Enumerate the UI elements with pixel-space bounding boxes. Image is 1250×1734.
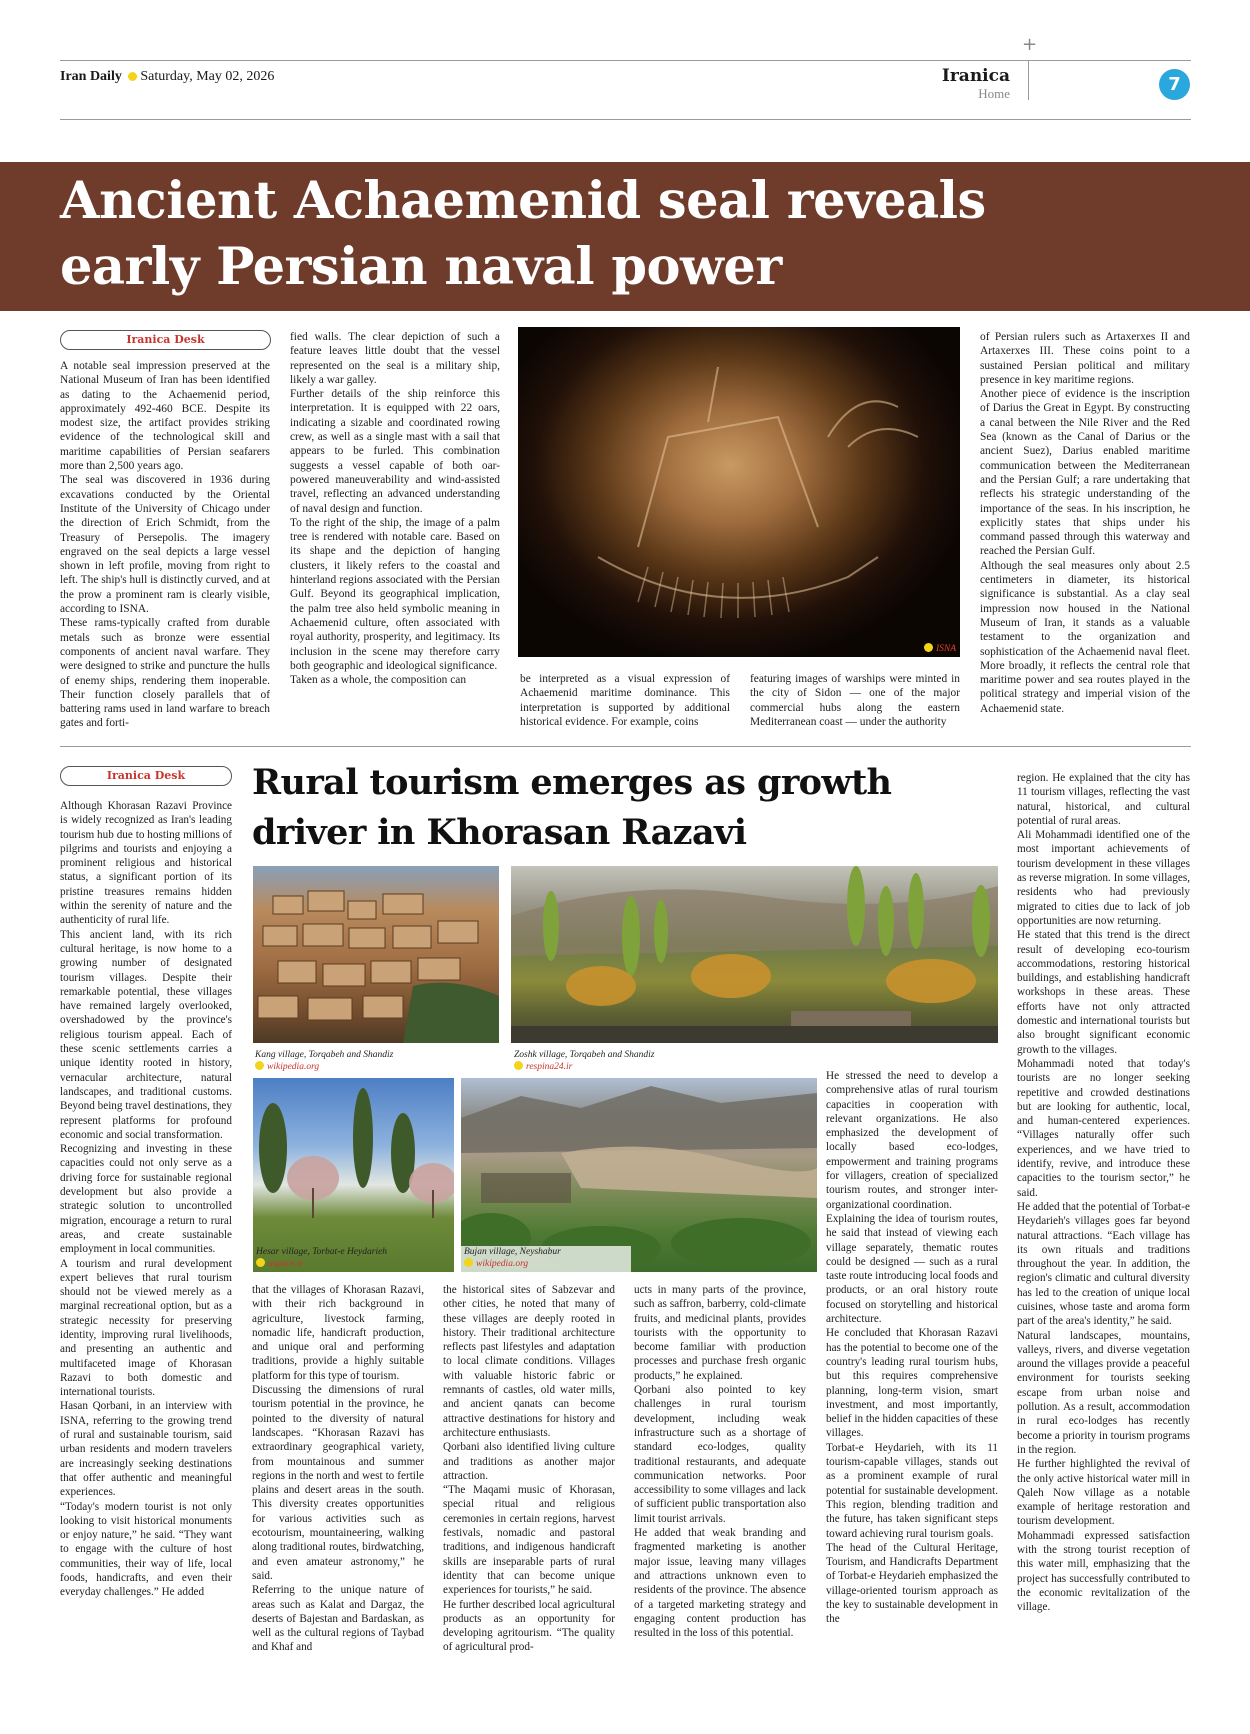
article1-title: Ancient Achaemenid seal reveals early Persian naval power: [60, 171, 986, 297]
paragraph: fied walls. The clear depiction of such a feature leaves little doubt that the vessel represented on the seal is a military ship, likely a war galley.: [290, 331, 500, 386]
paragraph: He stated that this trend is the direct result of developing eco-tourism accommodations, restoring historical buildings, and establishing handicraft workshops in these areas. These efforts have not only attracted domestic and international tourists but also brought significant economic growth to the villages.: [1017, 929, 1190, 1056]
paragraph: He added that the potential of Torbat-e Heydarieh's villages goes far beyond natural attractions. “Each village has its own rituals and traditions throughout the year. In addition, the region's climatic and cultural diversity has led to the creation of unique local cuisines, whose taste and aroma form part of the area's identity,” he said.: [1017, 1200, 1190, 1328]
paper-name: Iran Daily: [60, 69, 122, 84]
article1-col3: [520, 672, 730, 729]
section-block: [900, 66, 1010, 102]
paragraph: Another piece of evidence is the inscription of Darius the Great in Egypt. By constructing a canal between the Nile River and the Red Sea (known as the Canal of Darius or the ancient Suez), Darius enabled maritime communication between the Mediterranean and the Persian Gulf; a rare undertaking that reflects his strategic understanding of the importance of the seas. In his inscription, he explicitly states that ships under his command passed through this waterway and reached the Persian Gulf.: [980, 388, 1190, 558]
article1-col2: [290, 330, 500, 687]
header-top-rule: [60, 60, 1191, 61]
page-number: 7: [1168, 74, 1181, 95]
credit-dot: [514, 1061, 523, 1070]
paragraph: He further highlighted the revival of the only active historical water mill in Qaleh Now village as a notable example of heritage restoration and tourism development.: [1017, 1458, 1190, 1528]
paragraph: He further described local agricultural products as an opportunity for developing agritourism. “The quality of agricultural prod-: [443, 1598, 615, 1654]
header-left: [60, 69, 274, 85]
paragraph: of Persian rulers such as Artaxerxes II and Artaxerxes III. These coins point to a sustained Persian political and military presence in key maritime regions.: [980, 331, 1190, 386]
article2-col2: [252, 1283, 424, 1655]
paragraph: Although Khorasan Razavi Province is widely recognized as Iran's leading tourism hub due to hosting millions of pilgrims and tourists and enjoying a prominent religious and historical status, a significant portion of its pristine treasures remains hidden within the serenity of nature and the authenticity of rural life.: [60, 800, 232, 927]
credit-text: ISNA: [935, 644, 956, 654]
article1-desk-label: Iranica Desk: [60, 330, 271, 350]
page-number-badge: [1159, 69, 1190, 100]
paragraph: A notable seal impression preserved at the National Museum of Iran has been identified as dating to the Achaemenid period, approximately 492-460 BCE. Despite its modest size, the artifact provides striking evidence of the technological skill and maritime capabilities of Persian seafarers more than 2,500 years ago.: [60, 360, 270, 473]
seal-photo: [518, 327, 960, 657]
paragraph: the historical sites of Sabzevar and other cities, he noted that many of these villages are deeply rooted in history. Their traditional architecture reflects past lifestyles and adaptation to local climate conditions. Villages with valuable historic fabric or remnants of castles, old water mills, and ancient qanats can become attractive destinations for history and architecture enthusiasts.: [443, 1284, 615, 1439]
header-cross-mark: +: [1022, 34, 1038, 55]
paragraph: Recognizing and investing in these capacities could not only serve as a driving force for sustainable regional development but also provide a strategic solution to uncontrolled migration, encourage a return to rural areas, and create sustainable employment in local communities.: [60, 1143, 232, 1256]
paragraph: A tourism and rural development expert believes that rural tourism should not be viewed merely as a marginal recreational option, but as a strategic necessity for preserving identity, improving rural livelihoods, and presenting an authentic and multifaceted image of Khorasan Razavi to both domestic and international tourists.: [60, 1257, 232, 1399]
paragraph: featuring images of warships were minted in the city of Sidon — one of the major commercial hubs along the eastern Mediterranean coast — under the authority: [750, 673, 960, 728]
paragraph: ucts in many parts of the province, such as saffron, barberry, cold-climate fruits, and medicinal plants, provides tourists with the opportunity to become familiar with production processes and purchase fresh organic products,” he explained.: [634, 1284, 806, 1382]
article2-col3: [443, 1283, 615, 1655]
paragraph: The head of the Cultural Heritage, Tourism, and Handicrafts Department of Torbat-e Heydarieh emphasized the village-oriented tourism approach as the key to sustainable development in the: [826, 1541, 998, 1626]
seal-engraving: [518, 327, 960, 657]
zoshk-village-caption: [514, 1049, 814, 1073]
bujan-village-photo: [461, 1078, 817, 1272]
paragraph: Natural landscapes, mountains, valleys, rivers, and diverse vegetation around the villages provide a peaceful environment for tourists seeking escape from urban noise and pollution. As a result, accommodation in rural eco-lodges has recently become a priority in tourism programs in the region.: [1017, 1329, 1190, 1456]
credit-dot: [256, 1258, 265, 1267]
paragraph: Hasan Qorbani, in an interview with ISNA, referring to the growing trend of rural and sustainable tourism, said urban residents and modern travelers are increasingly seeking destinations that offer authentic and meaningful experiences.: [60, 1400, 232, 1499]
hesar-village-caption: [256, 1246, 446, 1270]
article1-col1: [60, 359, 270, 731]
section-divider: [1028, 60, 1029, 100]
paragraph: “The Maqami music of Khorasan, special ritual and religious ceremonies in certain regions, harvest festivals, nomadic and pastoral traditions, and indigenous handicraft skills are inseparable parts of rural identity that can become unique experiences for tourists,” he said.: [443, 1484, 615, 1597]
paragraph: that the villages of Khorasan Razavi, with their rich background in agriculture, livestock farming, nomadic life, handicraft production, and unique oral and performing traditions, provide a highly suitable platform for this type of tourism.: [252, 1284, 424, 1382]
hesar-village-scene: [253, 1078, 454, 1272]
paragraph: Although the seal measures only about 2.5 centimeters in diameter, its historical significance is substantial. As a clay seal impression now housed in the National Museum of Iran, it stands as a valuable testament to the organization and sophistication of the Achaemenid naval fleet. More broadly, it reflects the central role that maritime power and sea routes played in the political strategy and imperial vision of the Achaemenid state.: [980, 559, 1190, 715]
caption-text: Bujan village, Neyshabur: [464, 1247, 561, 1257]
article-divider: [60, 746, 1191, 747]
paragraph: “Today's modern tourist is not only looking to visit historical monuments or enjoy nature,” he said. “They want to engage with the culture of host communities, their way of life, local foods, handicrafts, and even their everyday challenges.” He added: [60, 1500, 232, 1599]
paragraph: To the right of the ship, the image of a palm tree is rendered with notable care. Based on its shape and the depiction of hanging clusters, it likely refers to the coastal and hinterland regions associated with the Persian Gulf. Beyond its geographical implication, the palm tree also held symbolic meaning in Achaemenid culture, often associated with royal authority, prosperity, and legitimacy. Its inclusion in the scene may therefore carry both geographic and ideological significance.: [290, 516, 500, 672]
issue-date: Saturday, May 02, 2026: [140, 69, 275, 84]
article2-col4: [634, 1283, 806, 1640]
section-name: Iranica: [941, 66, 1010, 86]
article2-col6: [1017, 771, 1190, 1615]
zoshk-village-photo: [511, 866, 998, 1043]
paragraph: The seal was discovered in 1936 during excavations conducted by the Oriental Institute of the University of Chicago under the direction of Erich Schmidt, from the Treasury of Persepolis. The imagery engraved on the seal depicts a large vessel shown in left profile, moving from right to left. The ship's hull is distinctly curved, and at the prow a prominent ram is clearly visible, according to ISNA.: [60, 474, 271, 616]
caption-text: Zoshk village, Torqabeh and Shandiz: [514, 1050, 655, 1060]
paragraph: Ali Mohammadi identified one of the most important achievements of tourism development in these villages as reverse migration. In some villages, residents who had previously migrated to cities due to lack of job opportunities are now returning.: [1017, 829, 1190, 927]
section-sub: Home: [978, 86, 1010, 101]
caption-source: wikipedia.org: [464, 1258, 634, 1270]
article2-desk-label: Iranica Desk: [60, 766, 232, 786]
separator-dot: [128, 72, 137, 81]
article2-col5: [826, 1069, 998, 1627]
caption-source: uspace.ir: [256, 1258, 446, 1270]
article2-title: Rural tourism emerges as growth driver in Khorasan Razavi: [252, 762, 892, 853]
credit-dot: [255, 1061, 264, 1070]
kang-village-caption: [255, 1049, 495, 1073]
caption-text: Kang village, Torqabeh and Shandiz: [255, 1050, 394, 1060]
caption-source: wikipedia.org: [255, 1061, 495, 1073]
header-bottom-rule: [60, 119, 1191, 120]
paragraph: He added that weak branding and fragmented marketing is another major issue, leaving many villages and attractions unknown even to residents of the province. The absence of a targeted marketing strategy and engaging content production has resulted in the loss of this potential.: [634, 1527, 806, 1640]
kang-village-photo: [253, 866, 499, 1043]
paragraph: be interpreted as a visual expression of Achaemenid maritime dominance. This interpretation is supported by additional historical evidence. For example, coins: [520, 673, 730, 728]
photo-credit: [924, 643, 956, 654]
caption-text: Hesar village, Torbat-e Heydarieh: [256, 1247, 388, 1257]
paragraph: Mohammadi expressed satisfaction with the strong tourist reception of this water mill, emphasizing that the project has successfully contributed to the economic revitalization of the village.: [1017, 1529, 1190, 1614]
paragraph: Discussing the dimensions of rural tourism potential in the province, he pointed to the diversity of natural landscapes. “Khorasan Razavi has extraordinary geographical variety, from mountainous and summer regions in the north and west to fertile plains and desert areas in the south. This diversity creates opportunities for various activities such as ecotourism, mountaineering, walking along traditional routes, birdwatching, and even amateur astronomy,” he said.: [252, 1384, 424, 1582]
paragraph: Qorbani also identified living culture and traditions as another major attraction.: [443, 1441, 615, 1482]
article2-col1: [60, 799, 232, 1600]
credit-dot: [924, 643, 933, 652]
paragraph: Further details of the ship reinforce this interpretation. It is equipped with 22 oars, indicating a sizable and coordinated rowing crew, as well as a single mast with a sail that appears to be furled. This combination suggests a vessel capable of both oar-powered maneuverability and wind-assisted travel, reflecting an advanced understanding of naval design and function.: [290, 388, 500, 515]
paragraph: Qorbani also pointed to key challenges in rural tourism development, including weak infrastructure such as a shortage of standard eco-lodges, quality traditional restaurants, and adequate communication networks. Poor accessibility to some villages and lack of sufficient public transportation also limit tourist arrivals.: [634, 1384, 806, 1525]
credit-dot: [464, 1258, 473, 1267]
paragraph: He concluded that Khorasan Razavi has the potential to become one of the country's leading rural tourism hubs, but this requires comprehensive planning, long-term vision, smart investment, and most importantly, belief in the hidden capacities of these villages.: [826, 1327, 998, 1440]
kang-village-scene: [253, 866, 499, 1043]
paragraph: He stressed the need to develop a comprehensive atlas of rural tourism capacities in cooperation with relevant organizations. He also emphasized the development of locally based eco-lodges, empowerment and training programs for villagers, creation of specialized tourism routes, and stronger inter-organizational coordination.: [826, 1070, 998, 1211]
paragraph: Mohammadi noted that today's tourists are no longer seeking repetitive and crowded destinations but are looking for authentic, local, and human-centered experiences. “Villages naturally offer such experiences, and we have tried to identify, revive, and introduce these capacities to the tourism sector,” he said.: [1017, 1057, 1190, 1199]
paragraph: Torbat-e Heydarieh, with its 11 tourism-capable villages, stands out as a prominent example of rural potential for sustainable development. This region, blending tradition and the future, has taken significant steps toward achieving rural tourism goals.: [826, 1441, 998, 1540]
paragraph: region. He explained that the city has 11 tourism villages, reflecting the vast natural, historical, and cultural potential of rural areas.: [1017, 772, 1190, 827]
paragraph: Explaining the idea of tourism routes, he said that instead of viewing each village separately, thematic routes could be designed — such as a rural taste route introducing local foods and products, or an oral history route focused on storytelling and historical architecture.: [826, 1212, 998, 1326]
bujan-village-caption: [464, 1246, 634, 1270]
paragraph: These rams-typically crafted from durable metals such as bronze were essential components of ancient naval warfare. They were designed to strike and puncture the hulls of enemy ships, rendering them inoperable. Their function closely parallels that of battering rams used in land warfare to breach gates and forti-: [60, 617, 270, 730]
article1-col4: [750, 672, 960, 729]
bujan-village-scene: [461, 1078, 817, 1272]
paragraph: This ancient land, with its rich cultural heritage, is now home to a growing number of designated tourism villages. Despite their remarkable potential, these villages have remained largely overlooked, overshadowed by the province's religious tourism appeal. Each of these scenic settlements carries a unique identity rooted in history, vernacular architecture, natural landscapes, and traditional customs. Beyond being travel destinations, they represent platforms for profound economic and social transformation.: [60, 928, 232, 1141]
zoshk-village-scene: [511, 866, 998, 1043]
hesar-village-photo: [253, 1078, 454, 1272]
paragraph: Taken as a whole, the composition can: [290, 674, 467, 687]
paragraph: Referring to the unique nature of areas such as Kalat and Dargaz, the deserts of Bajestan and Bardaskan, as well as the cultural regions of Taybad and Khaf and: [252, 1584, 424, 1654]
caption-source: respina24.ir: [514, 1061, 814, 1073]
article1-col5: [980, 330, 1190, 716]
